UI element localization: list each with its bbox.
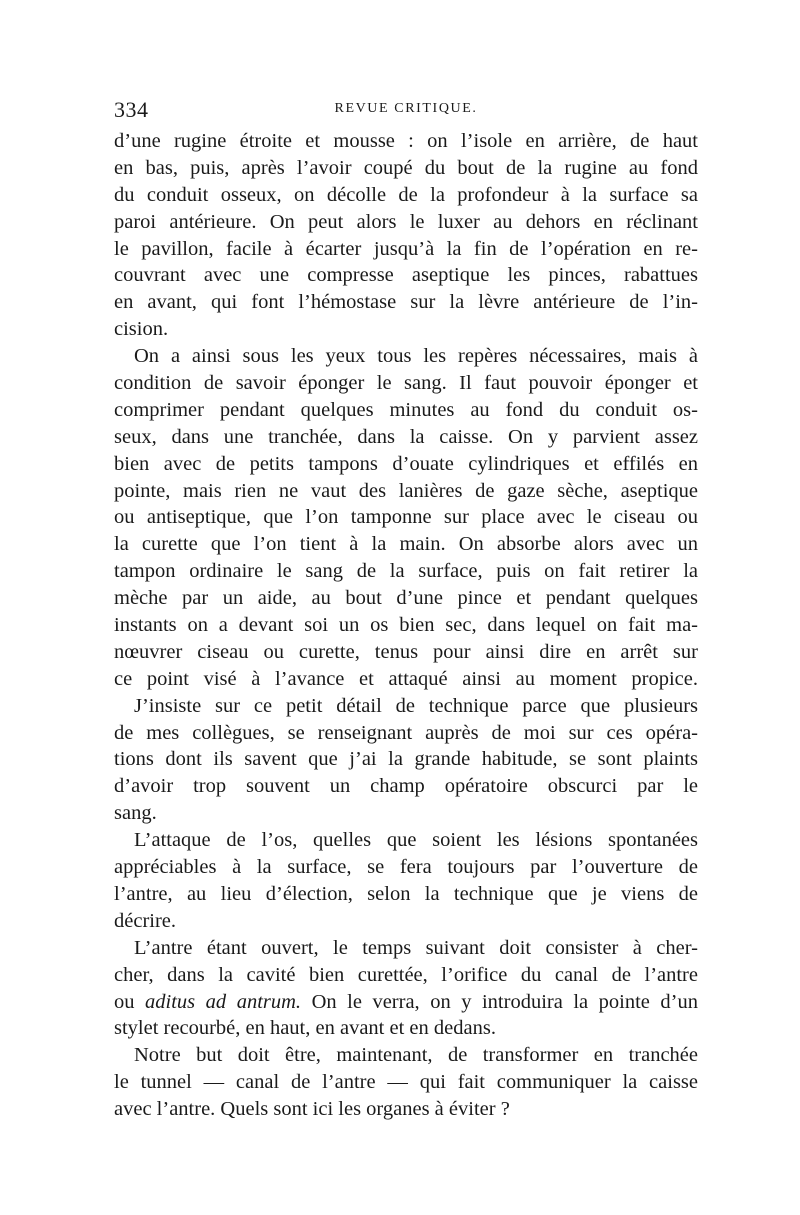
text-line: seux, dans une tranchée, dans la caisse. On y parvient assez [114, 425, 698, 448]
text-line: le pavillon, facile à écarter jusqu’à la fin de l’opération en re- [114, 237, 698, 260]
text-line: pointe, mais rien ne vaut des lanières de gaze sèche, aseptique [114, 479, 698, 502]
text-line: tions dont ils savent que j’ai la grande habitude, se sont plaints [114, 748, 698, 771]
text-line: L’attaque de l’os, quelles que soient les lésions spontanées [134, 829, 698, 852]
text-line: cher, dans la cavité bien curettée, l’orifice du canal de l’antre [114, 963, 698, 986]
text-line: Notre but doit être, maintenant, de transformer en tranchée [134, 1044, 698, 1067]
text-line: décrire. [114, 909, 177, 932]
running-title: REVUE CRITIQUE. [334, 101, 478, 116]
text-line: bien avec de petits tampons d’ouate cylindriques et effilés en [114, 452, 698, 475]
body-text [114, 128, 698, 1123]
text-line: ou antiseptique, que l’on tamponne sur place avec le ciseau ou [114, 506, 698, 529]
text-line: du conduit osseux, on décolle de la profondeur à la surface sa [114, 183, 698, 206]
text-line: d’avoir trop souvent un champ opératoire obscurci par le [114, 775, 698, 798]
text-line: cision. [114, 318, 169, 341]
text-line: On a ainsi sous les yeux tous les repères nécessaires, mais à [134, 345, 698, 368]
text-line: en avant, qui font l’hémostase sur la lèvre antérieure de l’in- [114, 291, 698, 314]
text-line: la curette que l’on tient à la main. On absorbe alors avec un [114, 533, 698, 556]
paragraph-1 [114, 128, 698, 343]
text-line: l’antre, au lieu d’élection, selon la technique que je viens de [114, 882, 698, 905]
text-line: en bas, puis, après l’avoir coupé du bout de la rugine au fond [114, 156, 698, 179]
text-line-mixed [114, 989, 698, 1016]
paragraph-4 [114, 827, 698, 935]
text-run: On le verra, on y introduira la pointe d’un [301, 990, 698, 1013]
text-line: de mes collègues, se renseignant auprès de moi sur ces opéra- [114, 721, 698, 744]
text-line: d’une rugine étroite et mousse : on l’isole en arrière, de haut [114, 130, 698, 152]
text-line: J’insiste sur ce petit détail de technique parce que plusieurs [134, 694, 698, 717]
paragraph-5 [114, 935, 698, 1043]
text-line: nœuvrer ciseau ou curette, tenus pour ainsi dire en arrêt sur [114, 640, 698, 663]
text-line: instants on a devant soi un os bien sec, dans lequel on fait ma- [114, 614, 698, 637]
text-line: comprimer pendant quelques minutes au fond du conduit os- [114, 398, 698, 421]
text-line: condition de savoir éponger le sang. Il faut pouvoir éponger et [114, 372, 698, 395]
paragraph-2 [114, 343, 698, 693]
text-line: L’antre étant ouvert, le temps suivant doit consister à cher- [134, 936, 698, 959]
text-line: sang. [114, 802, 157, 825]
page-number: 334 [114, 97, 149, 122]
text-run: ou [114, 990, 146, 1013]
text-line: avec l’antre. Quels sont ici les organes à éviter ? [114, 1098, 510, 1121]
text-line: mèche par un aide, au bout d’une pince et pendant quelques [114, 587, 698, 610]
paragraph-3 [114, 693, 698, 827]
page-header [114, 97, 698, 127]
text-line: ce point visé à l’avance et attaqué ainsi au moment propice. [114, 667, 698, 690]
text-line: stylet recourbé, en haut, en avant et en dedans. [114, 1017, 496, 1040]
text-line: couvrant avec une compresse aseptique les pinces, rabattues [114, 264, 698, 287]
text-line: tampon ordinaire le sang de la surface, puis on fait retirer la [114, 560, 698, 583]
text-line: appréciables à la surface, se fera toujours par l’ouverture de [114, 856, 698, 879]
latin-term: aditus ad antrum. [145, 990, 302, 1013]
text-line: le tunnel — canal de l’antre — qui fait communiquer la caisse [114, 1071, 698, 1094]
text-line: paroi antérieure. On peut alors le luxer au dehors en réclinant [114, 210, 698, 233]
paragraph-6 [114, 1042, 698, 1123]
